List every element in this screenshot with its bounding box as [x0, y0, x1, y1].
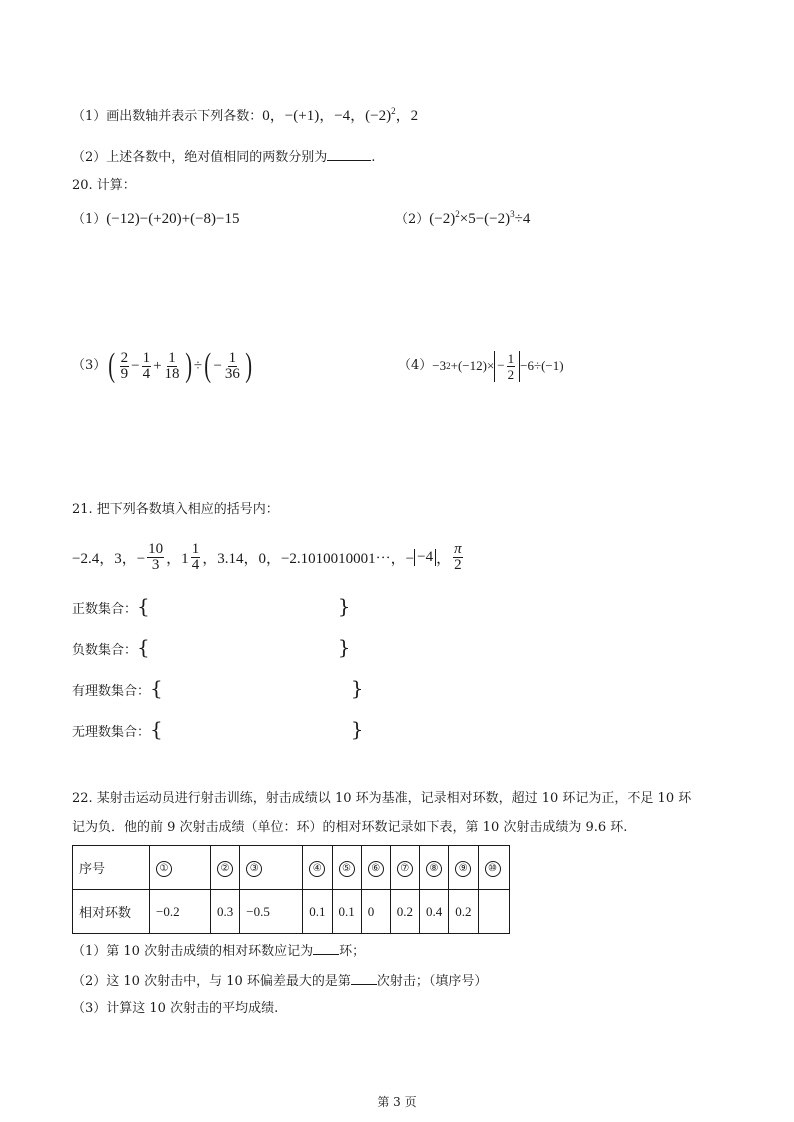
table-cell: −0.2	[150, 890, 211, 934]
table-cell: 0.2	[390, 890, 419, 934]
table-header-index: 序号	[73, 846, 150, 890]
table-cell: 0.1	[332, 890, 361, 934]
table-cell: ⑥	[361, 846, 390, 890]
table-cell: 0.4	[420, 890, 449, 934]
q22-intro-line1: 22. 某射击运动员进行射击训练，射击成绩以 10 环为基准，记录相对环数，超过 10 环记为正，不足 10 环	[72, 791, 692, 806]
q19-expr: −(+1)，−4，$(-2)^2$	[284, 106, 396, 124]
table-cell: −0.5	[240, 890, 303, 934]
table-cell: ⑨	[449, 846, 478, 890]
q20-part4: （4） −3 2 +(−12)× − $\frac{1}{2}$ −6÷(−1)	[398, 350, 564, 382]
score-table	[72, 845, 510, 934]
q21-numbers: −2.4，3，− $\frac{10}{3}$ ，1 $\frac{1}{4}$ ，3.14，0，−2.1010010001⋯，− −4 ， $\frac{\pi}{2}$	[72, 540, 462, 573]
answer-blank[interactable]	[351, 970, 377, 985]
table-cell: 0.3	[211, 890, 240, 934]
table-row-values	[73, 890, 510, 934]
answer-blank[interactable]	[327, 146, 371, 161]
answer-blank[interactable]	[313, 940, 339, 955]
page-number: 第 3 页	[377, 1095, 417, 1109]
table-cell: 0.2	[449, 890, 478, 934]
table-cell: ⑩	[478, 846, 509, 890]
table-cell: ①	[150, 846, 211, 890]
q21-title: 21. 把下列各数填入相应的括号内：	[72, 502, 279, 517]
table-cell: ⑦	[390, 846, 419, 890]
table-header-value: 相对环数	[73, 890, 150, 934]
q19-part2: （2）上述各数中，绝对值相同的两数分别为 .	[72, 146, 375, 167]
q22-part2: （2）这 10 次射击中，与 10 环偏差最大的是第 次射击；（填序号）	[72, 970, 487, 991]
table-cell	[478, 890, 509, 934]
q20-title: 20. 计算：	[72, 178, 136, 193]
negative-set: 负数集合：{ }	[72, 635, 351, 659]
table-cell: ④	[303, 846, 332, 890]
table-cell: ⑧	[420, 846, 449, 890]
positive-set: 正数集合：{ }	[72, 594, 351, 618]
rational-set: 有理数集合：{ }	[72, 676, 364, 700]
table-cell: ②	[211, 846, 240, 890]
q20-part1: （1）(−12)−(+20)+(−8)−15	[72, 211, 240, 227]
q20-part2: $(2)(-2)^2\times 5-(-2)^3\div 4$	[395, 209, 531, 227]
table-cell: 0	[361, 890, 390, 934]
q22-part3: （3）计算这 10 次射击的平均成绩.	[72, 1001, 279, 1016]
table-row-index	[73, 846, 510, 890]
q22-intro-line2: 记为负．他的前 9 次射击成绩（单位：环）的相对环数记录如下表，第 10 次射击成绩为 9.6 环.	[72, 820, 628, 835]
table-cell: ③	[240, 846, 303, 890]
irrational-set: 无理数集合：{ }	[72, 717, 364, 741]
q20-part3: （3） ( $\frac{2}{9}$ − $\frac{1}{4}$ + $\frac{1}{18}$ ) ÷ ( − $\frac{1}{36}$ )	[72, 347, 252, 384]
table-cell: ⑤	[332, 846, 361, 890]
table-cell: 0.1	[303, 890, 332, 934]
q19-part1: （1）画出数轴并表示下列各数：0，−(+1)，−4，$(-2)^2$，2	[72, 106, 419, 124]
q22-part1: （1）第 10 次射击成绩的相对环数应记为 环；	[72, 940, 365, 961]
